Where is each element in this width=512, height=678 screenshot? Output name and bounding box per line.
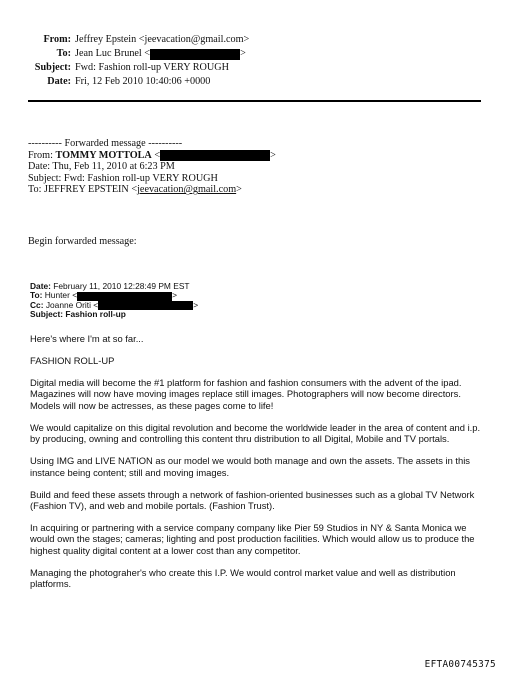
body-paragraph: We would capitalize on this digital revolution and become the worldwide leader in the area of content and i.p. by producing, owning and controlling this content thru distribution to all Digital, Mobile and TV portals. [30, 421, 481, 445]
header-date-label: Date: [47, 76, 71, 87]
body-paragraph: Using IMG and LIVE NATION as our model we would both manage and own the assets. The assets in this instance being content; still and moving images. [30, 455, 470, 478]
bates-number: EFTA00745375 [424, 659, 496, 670]
header-date-value: Fri, 12 Feb 2010 10:40:06 +0000 [75, 76, 211, 87]
forwarded-to-line [28, 184, 276, 196]
header-to-value: Jean Luc Brunel < [75, 48, 151, 59]
forwarded-from-line [28, 150, 276, 162]
forwarded-from-name: TOMMY MOTTOLA [55, 149, 152, 161]
inner-to-close: > [172, 290, 177, 301]
body-paragraph: Digital media will become the #1 platform for fashion and fashion consumers with the advent of the ipad. Magazines will now have moving images replace still images. Photographers will now become directors. Models will now be actresses, as these pages come to life! [30, 377, 462, 411]
header-to-close: > [240, 48, 246, 59]
forwarded-from-open: < [151, 149, 161, 161]
forwarded-to-close: > [236, 184, 242, 196]
header-date-row [0, 75, 512, 89]
inner-to-value: Hunter < [42, 290, 78, 301]
header-from-row [0, 33, 512, 47]
header-subject-label: Subject: [34, 62, 71, 73]
header-divider [28, 100, 481, 102]
forwarded-subject: Subject: Fwd: Fashion roll-up VERY ROUGH [28, 172, 218, 184]
inner-cc-value: Joanne Oriti < [43, 299, 99, 310]
forwarded-from-close: > [270, 149, 276, 161]
inner-subject-line [30, 310, 198, 319]
inner-cc-close: > [193, 299, 199, 310]
body-paragraph: Build and feed these assets through a network of fashion-oriented businesses such as a global TV Network (Fashion TV), and web and mobile portals. (Fashion Trust). [30, 488, 475, 512]
redaction-box [150, 49, 240, 60]
header-to-label: To: [56, 48, 71, 59]
body-paragraph: Managing the photograher's who create this I.P. We would control market value and well as distribution platforms. [30, 566, 456, 590]
forwarded-date: Date: Thu, Feb 11, 2010 at 6:23 PM [28, 161, 175, 173]
forwarded-to-prefix: To: JEFFREY EPSTEIN < [28, 184, 138, 196]
header-subject-value: Fwd: Fashion roll-up VERY ROUGH [75, 62, 229, 73]
forwarded-divider: ---------- Forwarded message ---------- [28, 138, 183, 149]
inner-subject-label: Subject: [30, 309, 64, 320]
inner-header [30, 282, 198, 320]
message-body [30, 333, 490, 600]
forwarded-from-prefix: From: [28, 149, 56, 161]
inner-cc-label: Cc: [30, 299, 44, 310]
header-from-value: Jeffrey Epstein <jeevacation@gmail.com> [75, 34, 250, 45]
inner-date-value: February 11, 2010 12:28:49 PM EST [50, 281, 190, 291]
inner-to-label: To: [30, 290, 43, 301]
redaction-box [160, 150, 270, 161]
begin-forwarded-message: Begin forwarded message: [28, 236, 137, 247]
inner-subject-value: Fashion roll-up [63, 309, 126, 320]
forwarded-block [28, 138, 276, 196]
body-paragraph: Here's where I'm at so far... [30, 333, 144, 344]
email-header [0, 33, 512, 89]
body-paragraph: In acquiring or partnering with a service company company like Pier 59 Studios in NY & Santa Monica we would own the stages; cameras; lighting and post production facilities. Which would allow us to produce the highest quality digital content at a lower cost than any competitor. [30, 522, 475, 556]
header-from-label: From: [43, 34, 71, 45]
inner-date-label: Date: [30, 281, 51, 291]
header-to-row [0, 47, 512, 61]
forwarded-to-email-link[interactable]: jeevacation@gmail.com [137, 184, 237, 196]
header-subject-row [0, 61, 512, 75]
body-paragraph: FASHION ROLL-UP [30, 355, 115, 366]
